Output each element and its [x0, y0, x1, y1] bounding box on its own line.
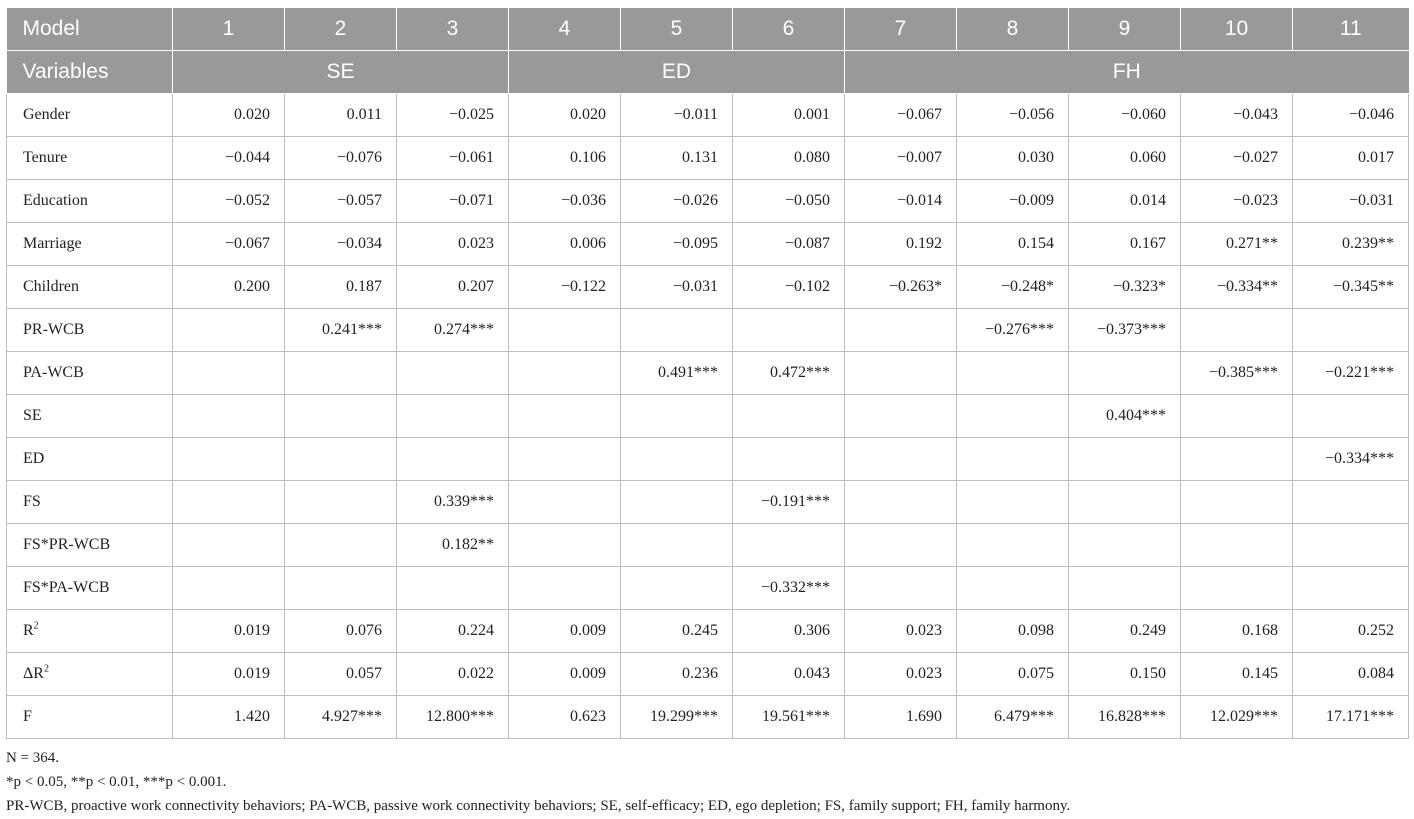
row-label-text: SE: [23, 407, 42, 424]
table-cell: [285, 524, 397, 567]
table-cell: [845, 352, 957, 395]
table-cell: −0.095: [621, 223, 733, 266]
table-cell: [509, 481, 621, 524]
table-cell: [509, 352, 621, 395]
table-cell: 0.187: [285, 266, 397, 309]
table-cell: 0.306: [733, 610, 845, 653]
table-cell: 0.182**: [397, 524, 509, 567]
table-cell: [957, 481, 1069, 524]
table-cell: [509, 309, 621, 352]
table-cell: [285, 395, 397, 438]
table-cell: [1181, 309, 1293, 352]
table-cell: 0.239**: [1293, 223, 1409, 266]
model-number: 10: [1181, 8, 1293, 51]
table-cell: 0.023: [845, 610, 957, 653]
table-cell: [1293, 567, 1409, 610]
table-cell: 0.017: [1293, 137, 1409, 180]
row-label: [7, 352, 173, 395]
row-label: [7, 653, 173, 696]
sample-size-note: N = 364.: [6, 750, 60, 766]
table-cell: 0.131: [621, 137, 733, 180]
table-cell: [733, 524, 845, 567]
table-cell: 0.245: [621, 610, 733, 653]
table-cell: 4.927***: [285, 696, 397, 739]
table-cell: −0.043: [1181, 94, 1293, 137]
table-cell: 19.299***: [621, 696, 733, 739]
table-cell: 0.043: [733, 653, 845, 696]
table-cell: −0.061: [397, 137, 509, 180]
table-cell: [957, 567, 1069, 610]
row-label-text: F: [23, 708, 32, 725]
table-cell: −0.385***: [1181, 352, 1293, 395]
table-cell: [173, 524, 285, 567]
table-cell: 0.080: [733, 137, 845, 180]
table-cell: 1.420: [173, 696, 285, 739]
row-label: [7, 610, 173, 653]
table-cell: [1069, 481, 1181, 524]
table-cell: [173, 352, 285, 395]
table-cell: −0.102: [733, 266, 845, 309]
table-cell: [173, 481, 285, 524]
table-row: [7, 94, 1409, 137]
table-cell: [1293, 309, 1409, 352]
group-header-se: SE: [173, 51, 509, 94]
table-cell: −0.056: [957, 94, 1069, 137]
table-cell: −0.221***: [1293, 352, 1409, 395]
table-cell: 0.150: [1069, 653, 1181, 696]
model-number: 3: [397, 8, 509, 51]
table-cell: 12.029***: [1181, 696, 1293, 739]
table-cell: 0.200: [173, 266, 285, 309]
row-label-superscript: 2: [33, 620, 39, 632]
model-number: 6: [733, 8, 845, 51]
table-cell: 0.236: [621, 653, 733, 696]
table-cell: 0.154: [957, 223, 1069, 266]
regression-table: [6, 8, 1409, 739]
table-cell: −0.052: [173, 180, 285, 223]
table-cell: 0.076: [285, 610, 397, 653]
table-cell: 0.009: [509, 653, 621, 696]
table-cell: [285, 352, 397, 395]
row-label: [7, 696, 173, 739]
table-row: [7, 653, 1409, 696]
table-cell: [845, 481, 957, 524]
model-number: 7: [845, 8, 957, 51]
model-header-row: [7, 8, 1409, 51]
table-cell: −0.067: [173, 223, 285, 266]
table-cell: 0.167: [1069, 223, 1181, 266]
table-cell: 0.014: [1069, 180, 1181, 223]
row-label-text: PR-WCB: [23, 321, 85, 338]
table-cell: −0.025: [397, 94, 509, 137]
table-cell: 16.828***: [1069, 696, 1181, 739]
table-cell: [733, 438, 845, 481]
table-cell: −0.332***: [733, 567, 845, 610]
table-cell: [621, 309, 733, 352]
row-label-text: Children: [23, 278, 79, 295]
table-cell: 0.145: [1181, 653, 1293, 696]
table-cell: 0.271**: [1181, 223, 1293, 266]
table-cell: 0.404***: [1069, 395, 1181, 438]
table-cell: 0.060: [1069, 137, 1181, 180]
table-cell: −0.023: [1181, 180, 1293, 223]
model-number: 2: [285, 8, 397, 51]
table-cell: 0.241***: [285, 309, 397, 352]
table-cell: [509, 524, 621, 567]
row-label: [7, 438, 173, 481]
row-label-text: FS: [23, 493, 41, 510]
table-cell: [733, 395, 845, 438]
table-cell: 0.023: [397, 223, 509, 266]
table-cell: −0.057: [285, 180, 397, 223]
table-cell: [621, 438, 733, 481]
table-row: [7, 266, 1409, 309]
table-cell: [285, 438, 397, 481]
table-cell: [509, 567, 621, 610]
table-cell: [845, 567, 957, 610]
table-cell: [397, 352, 509, 395]
row-label-text: Gender: [23, 106, 71, 123]
table-cell: −0.031: [621, 266, 733, 309]
table-cell: [285, 567, 397, 610]
table-row: [7, 137, 1409, 180]
model-number: 1: [173, 8, 285, 51]
table-cell: [173, 567, 285, 610]
table-cell: [397, 395, 509, 438]
row-label-text: ΔR: [23, 665, 44, 682]
table-cell: [1293, 481, 1409, 524]
table-cell: [1181, 481, 1293, 524]
table-cell: 0.098: [957, 610, 1069, 653]
row-label: [7, 137, 173, 180]
table-cell: [957, 438, 1069, 481]
table-cell: 0.023: [845, 653, 957, 696]
table-cell: −0.011: [621, 94, 733, 137]
table-cell: [173, 395, 285, 438]
table-cell: [285, 481, 397, 524]
model-number: 4: [509, 8, 621, 51]
table-cell: −0.191***: [733, 481, 845, 524]
significance-note: *p < 0.05, **p < 0.01, ***p < 0.001.: [6, 774, 227, 790]
table-row: [7, 309, 1409, 352]
table-cell: 0.249: [1069, 610, 1181, 653]
table-cell: −0.046: [1293, 94, 1409, 137]
table-cell: [1293, 395, 1409, 438]
table-cell: 0.022: [397, 653, 509, 696]
table-cell: −0.087: [733, 223, 845, 266]
row-label: [7, 567, 173, 610]
table-cell: 0.623: [509, 696, 621, 739]
table-cell: 17.171***: [1293, 696, 1409, 739]
table-cell: [1293, 524, 1409, 567]
table-cell: −0.334**: [1181, 266, 1293, 309]
table-cell: [845, 524, 957, 567]
table-cell: 0.075: [957, 653, 1069, 696]
table-cell: −0.373***: [1069, 309, 1181, 352]
table-cell: 0.207: [397, 266, 509, 309]
table-cell: [509, 438, 621, 481]
table-cell: 6.479***: [957, 696, 1069, 739]
table-cell: −0.334***: [1293, 438, 1409, 481]
table-cell: 0.252: [1293, 610, 1409, 653]
table-cell: −0.276***: [957, 309, 1069, 352]
group-header-ed: ED: [509, 51, 845, 94]
table-cell: [845, 438, 957, 481]
table-cell: [733, 309, 845, 352]
table-cell: [621, 567, 733, 610]
table-row: [7, 180, 1409, 223]
table-cell: 0.030: [957, 137, 1069, 180]
model-number: 11: [1293, 8, 1409, 51]
table-cell: [1181, 524, 1293, 567]
table-cell: −0.076: [285, 137, 397, 180]
table-row: [7, 696, 1409, 739]
table-cell: 0.020: [173, 94, 285, 137]
table-cell: −0.026: [621, 180, 733, 223]
row-label: [7, 309, 173, 352]
row-label-text: FS*PA-WCB: [23, 579, 110, 596]
table-cell: −0.345**: [1293, 266, 1409, 309]
model-label: Model: [7, 8, 173, 51]
table-cell: 0.011: [285, 94, 397, 137]
table-cell: −0.031: [1293, 180, 1409, 223]
table-cell: −0.036: [509, 180, 621, 223]
table-cell: 0.472***: [733, 352, 845, 395]
row-label: [7, 94, 173, 137]
table-cell: 0.009: [509, 610, 621, 653]
table-cell: 0.020: [509, 94, 621, 137]
table-cell: −0.323*: [1069, 266, 1181, 309]
table-cell: [621, 481, 733, 524]
row-label: [7, 524, 173, 567]
table-cell: [173, 438, 285, 481]
table-row: [7, 223, 1409, 266]
row-label: [7, 266, 173, 309]
table-cell: −0.060: [1069, 94, 1181, 137]
row-label-text: PA-WCB: [23, 364, 84, 381]
table-cell: [621, 395, 733, 438]
table-cell: −0.044: [173, 137, 285, 180]
table-cell: 0.339***: [397, 481, 509, 524]
table-cell: −0.027: [1181, 137, 1293, 180]
model-number: 8: [957, 8, 1069, 51]
table-cell: 0.019: [173, 610, 285, 653]
row-label-text: Tenure: [23, 149, 68, 166]
table-cell: [509, 395, 621, 438]
table-cell: −0.014: [845, 180, 957, 223]
table-row: [7, 524, 1409, 567]
table-cell: −0.007: [845, 137, 957, 180]
table-cell: [1181, 567, 1293, 610]
row-label-superscript: 2: [43, 663, 49, 675]
table-cell: 0.001: [733, 94, 845, 137]
variables-header-row: [7, 51, 1409, 94]
table-cell: [1069, 567, 1181, 610]
table-cell: 19.561***: [733, 696, 845, 739]
table-cell: 0.192: [845, 223, 957, 266]
table-row: [7, 567, 1409, 610]
table-cell: 0.057: [285, 653, 397, 696]
table-cell: −0.067: [845, 94, 957, 137]
table-cell: [1069, 438, 1181, 481]
table-row: [7, 610, 1409, 653]
table-cell: [397, 567, 509, 610]
table-row: [7, 352, 1409, 395]
table-cell: −0.122: [509, 266, 621, 309]
model-number: 9: [1069, 8, 1181, 51]
table-cell: 0.491***: [621, 352, 733, 395]
table-cell: [621, 524, 733, 567]
row-label: [7, 395, 173, 438]
table-cell: [1069, 352, 1181, 395]
table-body: [7, 94, 1409, 739]
table-cell: [845, 309, 957, 352]
table-cell: [957, 395, 1069, 438]
table-cell: [1181, 438, 1293, 481]
table-cell: 12.800***: [397, 696, 509, 739]
table-cell: [957, 524, 1069, 567]
table-cell: 0.019: [173, 653, 285, 696]
row-label: [7, 180, 173, 223]
table-cell: −0.263*: [845, 266, 957, 309]
row-label: [7, 481, 173, 524]
model-number: 5: [621, 8, 733, 51]
table-cell: 0.168: [1181, 610, 1293, 653]
table-cell: −0.050: [733, 180, 845, 223]
table-row: [7, 395, 1409, 438]
row-label-text: FS*PR-WCB: [23, 536, 111, 553]
row-label-text: R: [23, 622, 34, 639]
table-cell: [397, 438, 509, 481]
table-cell: [173, 309, 285, 352]
table-cell: 0.084: [1293, 653, 1409, 696]
table-cell: [1181, 395, 1293, 438]
table-cell: [957, 352, 1069, 395]
table-cell: −0.071: [397, 180, 509, 223]
table-cell: 1.690: [845, 696, 957, 739]
table-row: [7, 438, 1409, 481]
table-cell: −0.009: [957, 180, 1069, 223]
row-label-text: Marriage: [23, 235, 82, 252]
table-cell: −0.248*: [957, 266, 1069, 309]
table-cell: 0.224: [397, 610, 509, 653]
variables-label: Variables: [7, 51, 173, 94]
table-cell: 0.006: [509, 223, 621, 266]
group-header-fh: FH: [845, 51, 1409, 94]
table-cell: [845, 395, 957, 438]
table-cell: [1069, 524, 1181, 567]
abbreviations-note: PR-WCB, proactive work connectivity behaviors; PA-WCB, passive work connectivity behaviors; SE, self-efficacy; ED, ego depletion; FS, family support; FH, family harmony.: [6, 798, 1071, 814]
table-cell: 0.106: [509, 137, 621, 180]
row-label-text: ED: [23, 450, 45, 467]
table-cell: 0.274***: [397, 309, 509, 352]
table-row: [7, 481, 1409, 524]
table-cell: −0.034: [285, 223, 397, 266]
table-notes: [6, 746, 1070, 818]
row-label-text: Education: [23, 192, 88, 209]
row-label: [7, 223, 173, 266]
